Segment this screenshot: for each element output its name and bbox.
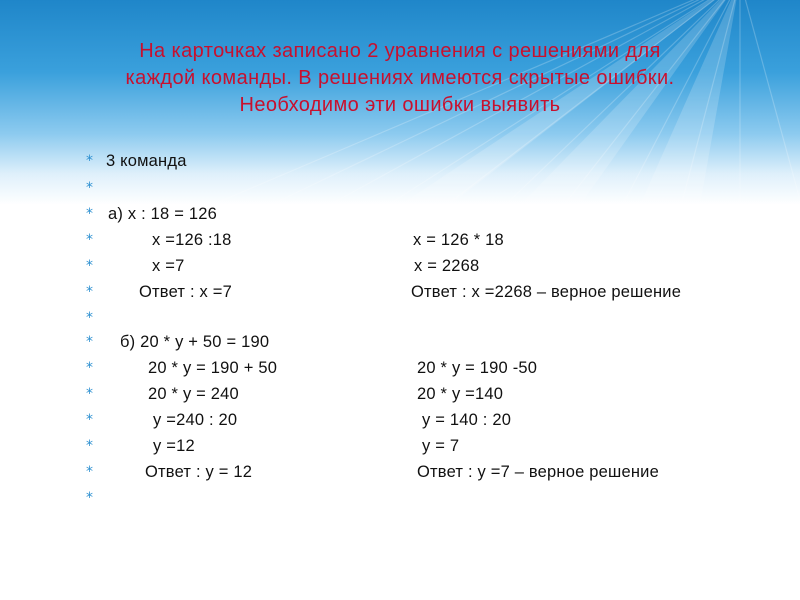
bullet-icon: * bbox=[86, 360, 93, 376]
list-item bbox=[0, 309, 800, 335]
list-item bbox=[0, 283, 800, 309]
bullet-icon: * bbox=[86, 180, 93, 196]
list-item bbox=[0, 205, 800, 231]
bullet-icon: * bbox=[86, 386, 93, 402]
bullet-icon: * bbox=[86, 490, 93, 506]
title-line-2: каждой команды. В решениях имеются скрытые ошибки. bbox=[125, 67, 675, 89]
equation-a: а) x : 18 = 126 bbox=[108, 205, 217, 223]
b-right-step-1: 20 * y = 190 -50 bbox=[417, 359, 538, 377]
b-left-step-3: y =240 : 20 bbox=[153, 411, 238, 429]
a-left-answer: Ответ : x =7 bbox=[139, 283, 232, 301]
list-item bbox=[0, 257, 800, 283]
bullet-icon: * bbox=[86, 412, 93, 428]
bullet-icon: * bbox=[86, 334, 93, 350]
bullet-icon: * bbox=[86, 310, 93, 326]
b-left-step-2: 20 * y = 240 bbox=[148, 385, 239, 403]
slide-title bbox=[40, 38, 760, 119]
team-label: 3 команда bbox=[106, 152, 187, 170]
list-item bbox=[0, 463, 800, 489]
bullet-icon: * bbox=[86, 284, 93, 300]
bullet-icon: * bbox=[86, 232, 93, 248]
b-left-step-1: 20 * y = 190 + 50 bbox=[148, 359, 278, 377]
b-left-step-4: y =12 bbox=[153, 437, 195, 455]
equation-b: б) 20 * y + 50 = 190 bbox=[120, 333, 270, 351]
b-left-answer: Ответ : y = 12 bbox=[145, 463, 253, 481]
b-right-step-2: 20 * y =140 bbox=[417, 385, 504, 403]
a-right-answer: Ответ : x =2268 – верное решение bbox=[411, 283, 682, 301]
list-item bbox=[0, 437, 800, 463]
list-item bbox=[0, 333, 800, 359]
list-item bbox=[0, 489, 800, 515]
bullet-icon: * bbox=[86, 258, 93, 274]
list-item bbox=[0, 179, 800, 205]
list-item bbox=[0, 411, 800, 437]
bullet-icon: * bbox=[86, 438, 93, 454]
title-line-1: На карточках записано 2 уравнения с решениями для bbox=[139, 40, 661, 62]
a-left-step-2: x =7 bbox=[152, 257, 185, 275]
list-item bbox=[0, 231, 800, 257]
list-item bbox=[0, 359, 800, 385]
a-right-step-2: x = 2268 bbox=[414, 257, 480, 275]
b-right-step-3: y = 140 : 20 bbox=[422, 411, 512, 429]
a-right-step-1: x = 126 * 18 bbox=[413, 231, 504, 249]
list-item bbox=[0, 385, 800, 411]
title-line-3: Необходимо эти ошибки выявить bbox=[239, 94, 561, 116]
b-right-step-4: y = 7 bbox=[422, 437, 460, 455]
bullet-icon: * bbox=[86, 206, 93, 222]
a-left-step-1: x =126 :18 bbox=[152, 231, 232, 249]
b-right-answer: Ответ : y =7 – верное решение bbox=[417, 463, 659, 481]
list-item bbox=[0, 152, 800, 178]
bullet-icon: * bbox=[86, 464, 93, 480]
bullet-icon: * bbox=[86, 153, 93, 169]
